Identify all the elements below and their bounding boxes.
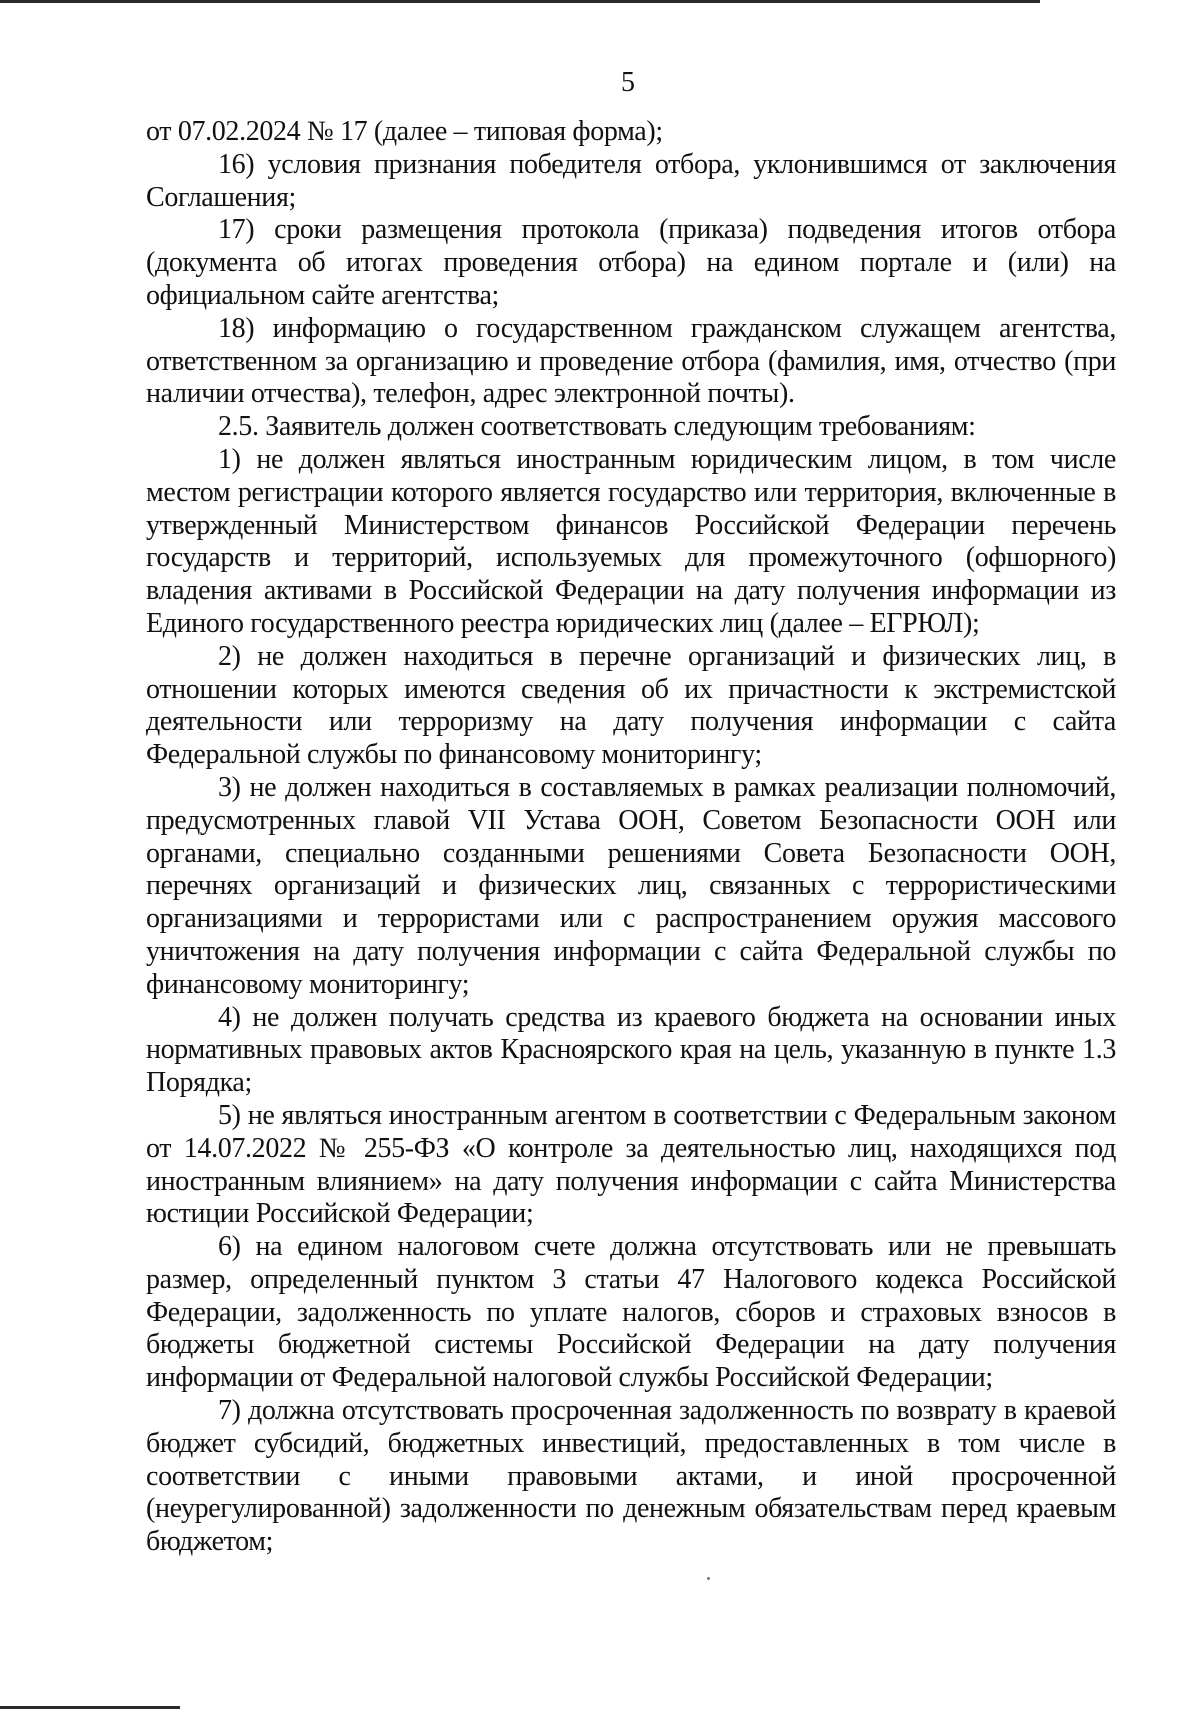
- page-number: 5: [621, 67, 635, 98]
- paragraph-item-18: 18) информацию о государственном гражданском служащем агентства, ответственном за организацию и проведение отбора (фамилия, имя, отчество (при наличии отчества), телефон, адрес электронной почты).: [146, 312, 1116, 410]
- paragraph-section-2-5: 2.5. Заявитель должен соответствовать следующим требованиям:: [218, 411, 976, 443]
- paragraph-requirement-7: 7) должна отсутствовать просроченная задолженность по возврату в краевой бюджет субсидий, бюджетных инвестиций, предоставленных в том числе в соответствии с иными правовыми актами, и иной просроченной (неурегулированной) задолженности по денежным обязательствам перед краевым бюджетом;: [146, 1395, 1116, 1558]
- scan-edge-bottom: [0, 1706, 180, 1709]
- paragraph-requirement-5: 5) не являться иностранным агентом в соответствии с Федеральным законом от 14.07.2022 № 255-ФЗ «О контроле за деятельностью лиц, находящихся под иностранным влиянием» на дату получения информации с сайта Министерства юстиции Российской Федерации;: [146, 1099, 1116, 1230]
- paragraph-requirement-4: 4) не должен получать средства из краевого бюджета на основании иных нормативных правовых актов Красноярского края на цель, указанную в пункте 1.3 Порядка;: [146, 1001, 1116, 1099]
- paragraph-item-16: 16) условия признания победителя отбора, уклонившимся от заключения Соглашения;: [146, 148, 1116, 213]
- paragraph-requirement-6: 6) на едином налоговом счете должна отсутствовать или не превышать размер, определенный пунктом 3 статьи 47 Налогового кодекса Российской Федерации, задолженность по уплате налогов, сборов и страховых взносов в бюджеты бюджетной системы Российской Федерации на дату получения информации от Федеральной налоговой службы Российской Федерации;: [146, 1231, 1116, 1394]
- paragraph-continuation: от 07.02.2024 № 17 (далее – типовая форма);: [146, 116, 663, 147]
- paragraph-requirement-1: 1) не должен являться иностранным юридическим лицом, в том числе местом регистрации которого является государство или территория, включенные в утвержденный Министерством финансов Российской Федерации перечень государств и территорий, используемых для промежуточного (офшорного) владения активами в Российской Федерации на дату получения информации из Единого государственного реестра юридических лиц (далее – ЕГРЮЛ);: [146, 443, 1116, 639]
- paragraph-requirement-3: 3) не должен находиться в составляемых в рамках реализации полномочий, предусмотренных главой VII Устава ООН, Советом Безопасности ООН или органами, специально созданными решениями Совета Безопасности ООН, перечнях организаций и физических лиц, связанных с террористическими организациями и террористами или с распространением оружия массового уничтожения на дату получения информации с сайта Федеральной службы по финансовому мониторингу;: [146, 771, 1116, 1000]
- paragraph-requirement-2: 2) не должен находиться в перечне организаций и физических лиц, в отношении которых имеются сведения об их причастности к экстремистской деятельности или терроризму на дату получения информации с сайта Федеральной службы по финансовому мониторингу;: [146, 640, 1116, 771]
- document-body: [146, 116, 1116, 1559]
- scan-edge-top: [0, 0, 1040, 3]
- paragraph-item-17: 17) сроки размещения протокола (приказа) подведения итогов отбора (документа об итогах проведения отбора) на едином портале и (или) на официальном сайте агентства;: [146, 214, 1116, 311]
- scan-speck: [707, 1577, 710, 1580]
